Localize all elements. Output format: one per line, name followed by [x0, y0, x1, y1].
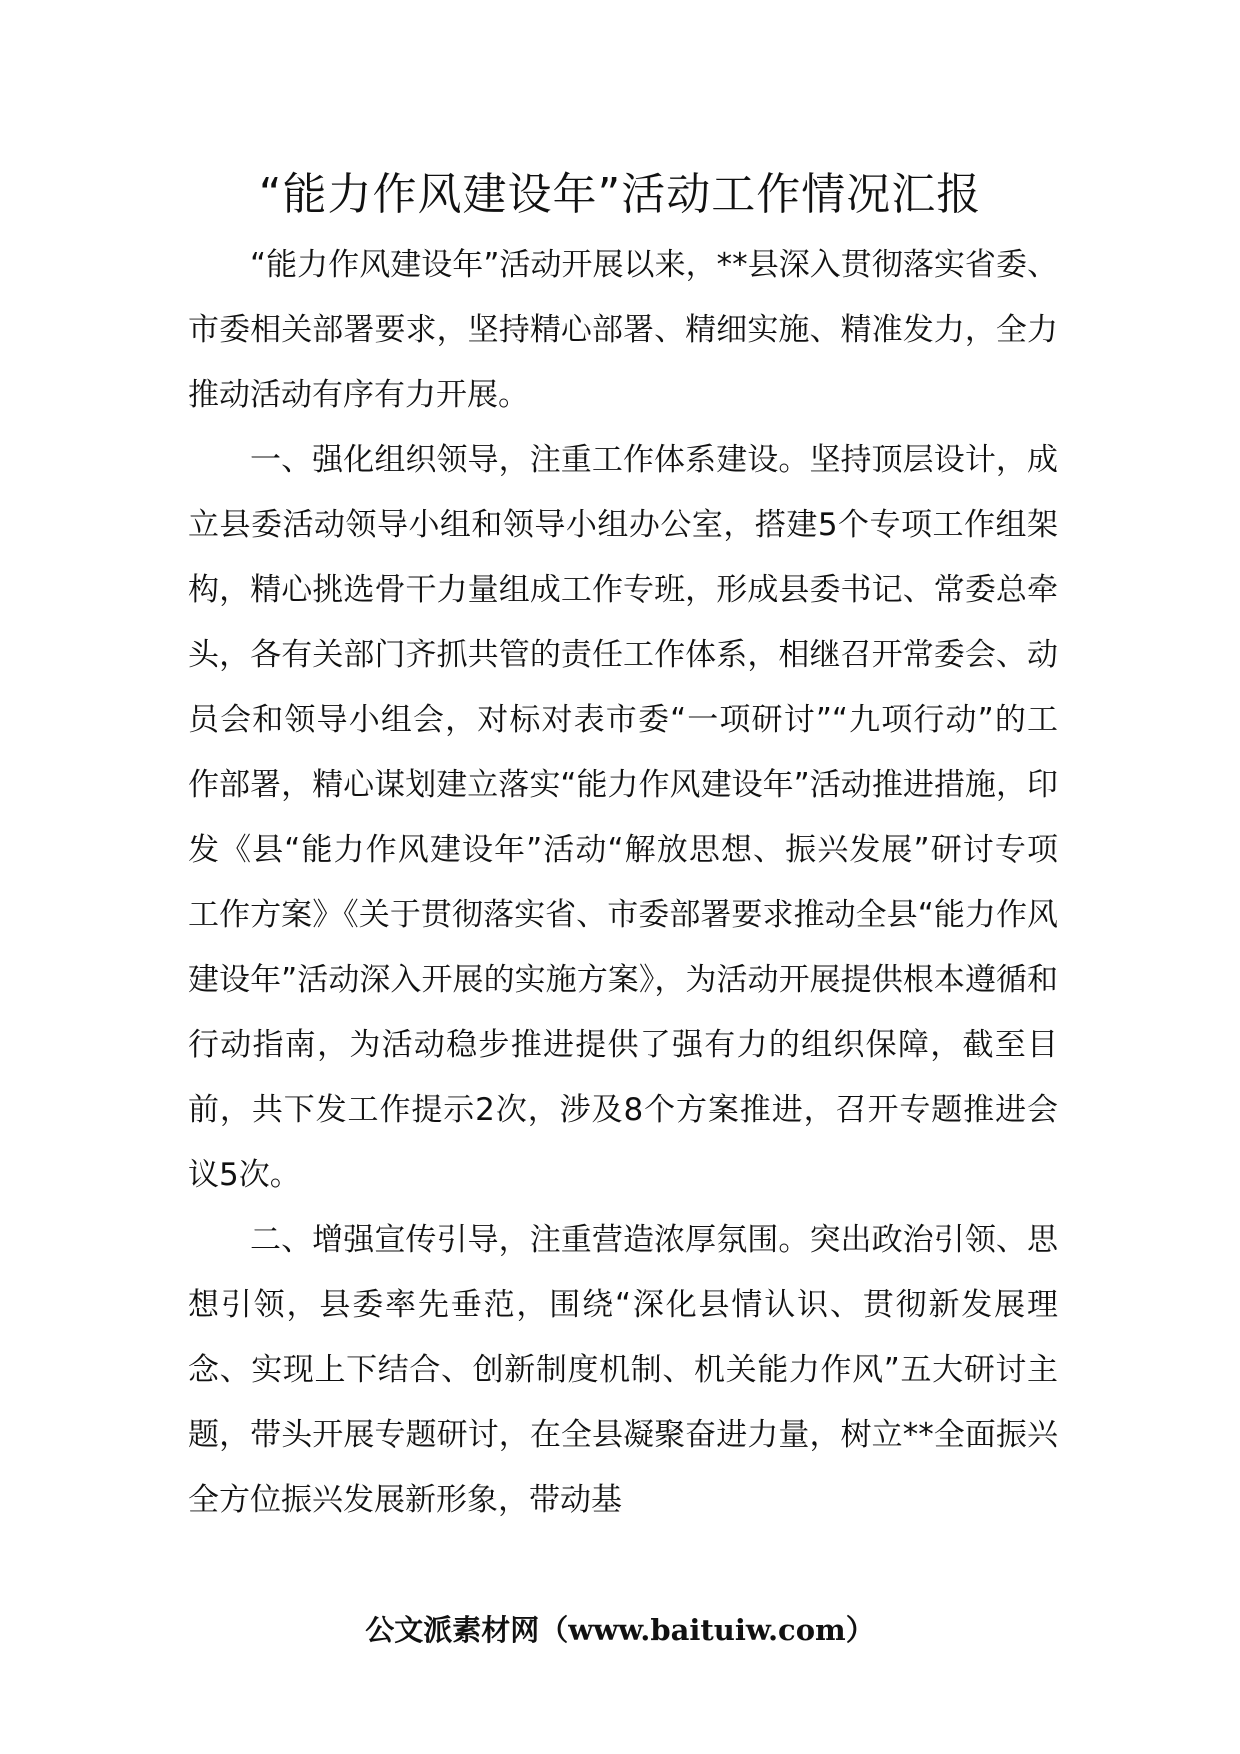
paragraph-section-2: 二、增强宣传引导，注重营造浓厚氛围。突出政治引领、思想引领，县委率先垂范，围绕“深化县情认识、贯彻新发展理念、实现上下结合、创新制度机制、机关能力作风”五大研讨主题，带头开展专题研讨，在全县凝聚奋进力量，树立**全面振兴全方位振兴发展新形象，带动基	[188, 1222, 1058, 1518]
paragraph-section-1: 一、强化组织领导，注重工作体系建设。坚持顶层设计，成立县委活动领导小组和领导小组办公室，搭建5个专项工作组架构，精心挑选骨干力量组成工作专班，形成县委书记、常委总牵头，各有关部门齐抓共管的责任工作体系，相继召开常委会、动员会和领导小组会，对标对表市委“一项研讨”“九项行动”的工作部署，精心谋划建立落实“能力作风建设年”活动推进措施，印发《县“能力作风建设年”活动“解放思想、振兴发展”研讨专项工作方案》《关于贯彻落实省、市委部署要求推动全县“能力作风建设年”活动深入开展的实施方案》，为活动开展提供根本遵循和行动指南，为活动稳步推进提供了强有力的组织保障，截至目前，共下发工作提示2次，涉及8个方案推进，召开专题推进会议5次。	[188, 442, 1058, 1193]
watermark-footer: 公文派素材网（www.baituiw.com）	[365, 1613, 875, 1647]
document-body	[188, 233, 1058, 1533]
paragraph-intro: “能力作风建设年”活动开展以来，**县深入贯彻落实省委、市委相关部署要求，坚持精心部署、精细实施、精准发力，全力推动活动有序有力开展。	[188, 247, 1058, 413]
document-title: “能力作风建设年”活动工作情况汇报	[258, 169, 982, 220]
